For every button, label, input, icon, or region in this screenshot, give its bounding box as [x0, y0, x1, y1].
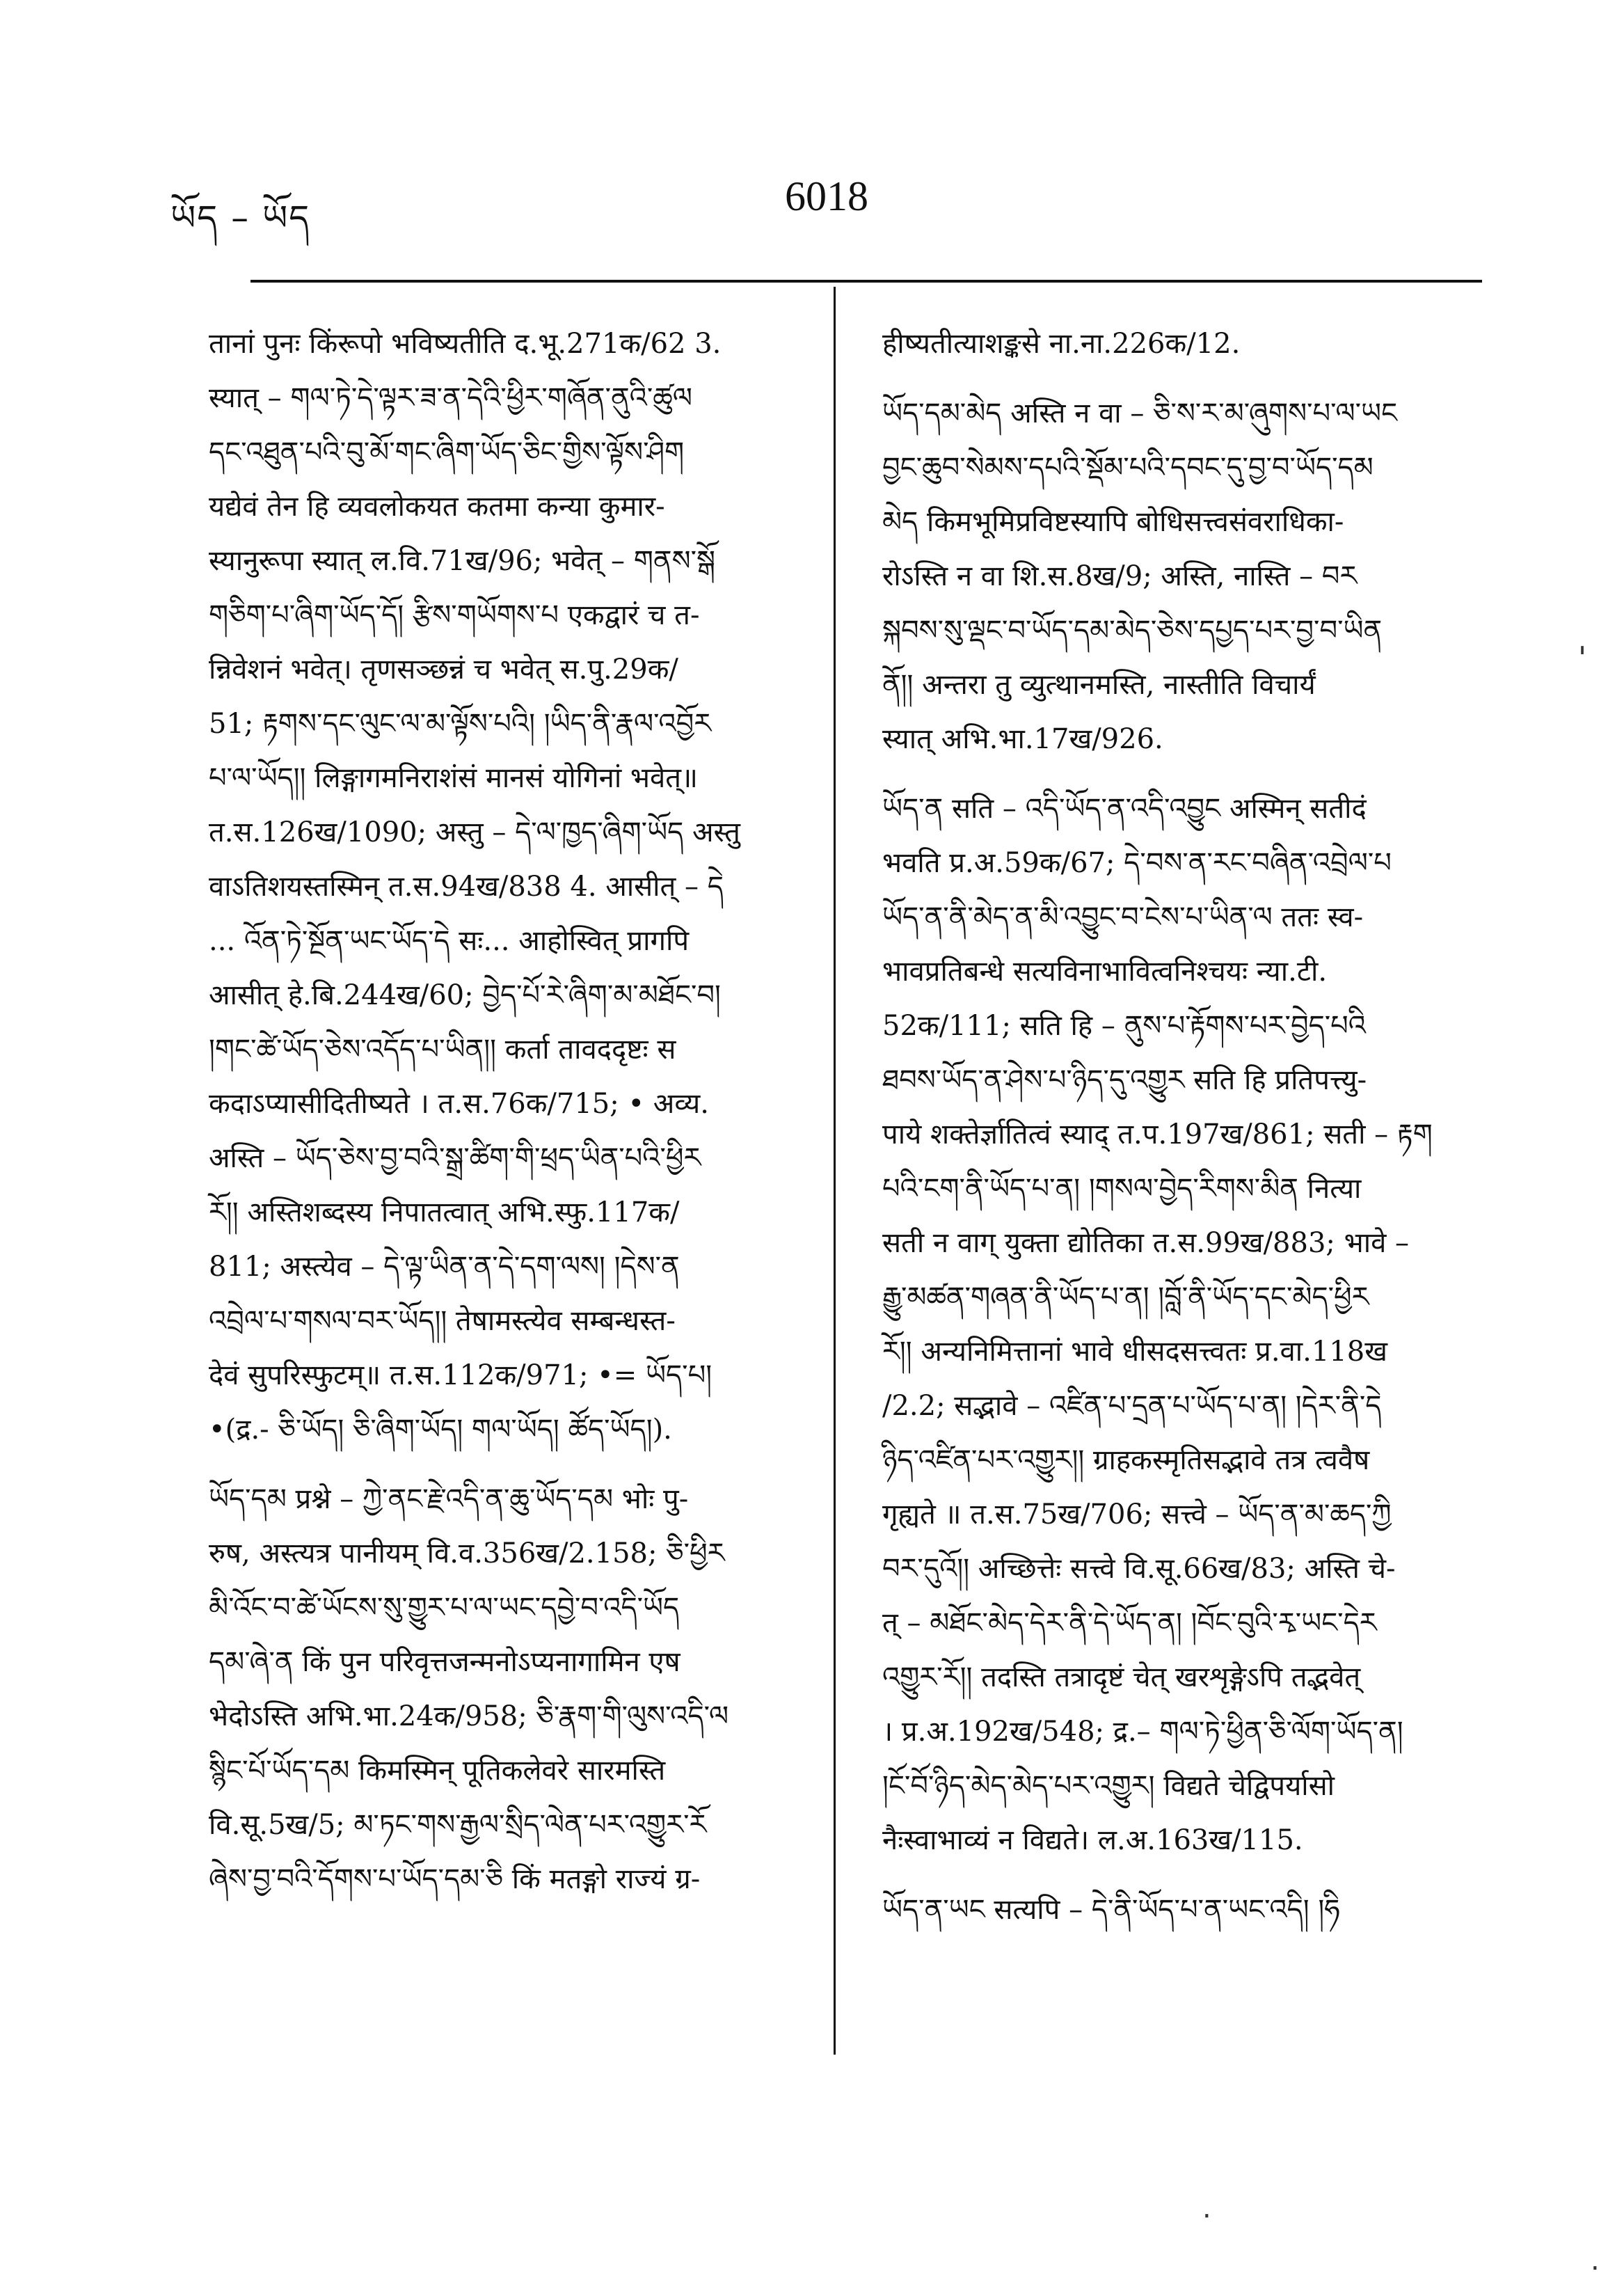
text-line: पाये शक्तेर्ज्ञातित्वं स्याद् त.प.197ख/861; सती – རྟག [882, 1118, 1433, 1151]
dictionary-entry [882, 1883, 1495, 1937]
text-line: སྙིང་པོ་ཡོད་དམ किमस्मिन् पूतिकलेवरे सारमस्ति [209, 1755, 666, 1787]
text-line: रोऽस्ति न वा शि.स.8ख/9; अस्ति, नास्ति – བར [882, 560, 1358, 592]
text-line: ... འོན་ཏེ་སྔོན་ཡང་ཡོད་དེ सः... आहोस्वित् प्रागपि [209, 925, 690, 957]
text-line: ཡོད་དམ་མེད अस्ति न वा – ཅི་ས་ར་མ་ཞུགས་པ་ལ་ཡང [882, 397, 1398, 429]
text-line: ཞེས་བྱ་བའི་དོགས་པ་ཡོད་དམ་ཅི किं मतङ्गो राज्यं ग्र- [209, 1863, 701, 1895]
text-line: 52क/111; सति हि – ནུས་པ་རྟོགས་པར་བྱེད་པའི [882, 1010, 1366, 1042]
text-line: भेदोऽस्ति अभि.भा.24क/958; ཅི་རྣག་གི་ལུས་འདི་ལ [209, 1700, 729, 1732]
text-line: आसीत् हे.बि.244ख/60; བྱེད་པོ་རེ་ཞིག་མ་མཐོང་བ། [209, 979, 721, 1011]
entry-continuation [209, 317, 821, 1457]
text-line: དམ་ཞེ་ན किं पुन परिवृत्तजन्मनोऽप्यनागामिन एष [209, 1646, 680, 1678]
text-line: རྒྱུ་མཚན་གཞན་ནི་ཡོད་པ་ན། །བློ་ནི་ཡོད་དང་མེད་ཕྱིར [882, 1281, 1369, 1313]
text-line: པའི་ངག་ནི་ཡོད་པ་ན། །གསལ་བྱེད་རིགས་མིན नित्या [882, 1173, 1362, 1205]
text-line: नैःस्वाभाव्यं न विद्यते। ल.अ.163ख/115. [882, 1824, 1303, 1856]
text-line: འགྱུར་རོ།། तदस्ति तत्रादृष्टं चेत् खरशृङ्गेऽपि तद्भवेत् [882, 1661, 1361, 1693]
text-line: སྐབས་སུ་ལྡང་བ་ཡོད་དམ་མེད་ཅེས་དཔྱད་པར་བྱ་བ་ཡིན [882, 615, 1383, 647]
text-line: གཅིག་པ་ཞིག་ཡོད་དོ། རྩིས་གཡོགས་པ एकद्वारं च त- [209, 599, 700, 631]
text-line: འབྲེལ་པ་གསལ་བར་ཡོད།། तेषामस्त्येव सम्बन्धस्त- [209, 1305, 676, 1337]
text-line: न्निवेशनं भवेत्। तृणसञ्छन्नं च भवेत् स.पु.29क/ [209, 654, 678, 686]
text-line: त् – མཐོང་མེད་དེར་ནི་དེ་ཡོད་ན། །བོང་བུའི་རྭ་ཡང་དེར [882, 1607, 1377, 1639]
text-line: །ངོ་བོ་ཉིད་མེད་མེད་པར་འགྱུར། विद्यते चेद्विपर्यासो [882, 1770, 1335, 1802]
text-line: མི་འོང་བ་ཚེ་ཡོངས་སུ་གྱུར་པ་ལ་ཡང་དབྱེ་བ་འདི་ཡོད [209, 1592, 680, 1624]
text-line: རོ།། अन्यनिमित्तानां भावे धीसदसत्त्वतः प्र.वा.118ख [882, 1336, 1387, 1368]
text-line: རོ།། अस्तिशब्दस्य निपातत्वात् अभि.स्फु.117क/ [209, 1196, 680, 1228]
text-line: स्यात् – གལ་ཏེ་དེ་ལྟར་ཟ་ན་དེའི་ཕྱིར་གཞོན་ནུའི་ཚུལ [209, 382, 692, 414]
text-line: ནོ།། अन्तरा तु व्युत्थानमस्ति, नास्तीति विचार्यं [882, 669, 1316, 701]
entry-continuation [882, 317, 1495, 371]
text-line: रुष, अस्त्यत्र पानीयम् वि.व.356ख/2.158; ཅི་ཕྱིར [209, 1537, 725, 1570]
dictionary-entry [882, 782, 1495, 1867]
text-line: स्यात् अभि.भा.17ख/926. [882, 723, 1163, 755]
text-line: सती न वाग् युक्ता द्योतिका त.स.99ख/883; भावे – [882, 1227, 1410, 1259]
text-line: ཡོད་ན सति – འདི་ཡོད་ན་འདི་འབྱུང अस्मिन् सतीदं [882, 793, 1367, 825]
text-line: 51; རྟགས་དང་ལུང་ལ་མ་ལྟོས་པའི། །ཡིད་ནི་རྣལ་འབྱོར [209, 708, 712, 740]
text-line: देवं सुपरिस्फुटम्॥ त.स.112क/971; •= ཡོད་པ། [209, 1359, 713, 1391]
text-line: ཡོད་ན་ནི་མེད་ན་མི་འབྱུང་བ་ངེས་པ་ཡིན་ལ ततः स्व- [882, 901, 1364, 933]
column-divider [834, 287, 836, 2055]
text-line: भावप्रतिबन्धे सत्यविनाभावित्वनिश्चयः न्या.टी. [882, 956, 1328, 988]
text-line: ཐབས་ཡོད་ན་ཤེས་པ་ཉིད་དུ་འགྱུར सति हि प्रतिपत्त्यु- [882, 1064, 1367, 1096]
text-line: •(द्र.- ཅི་ཡོད། ཅི་ཞིག་ཡོད། གལ་ཡོད། ཚོད་ཡོད།). [209, 1414, 672, 1446]
dictionary-entry [209, 1472, 821, 1906]
right-column [882, 317, 1495, 1952]
text-line: भवति प्र.अ.59क/67; དེ་བས་ན་རང་བཞིན་འབྲེལ་པ [882, 847, 1392, 879]
text-line: यद्येवं तेन हि व्यवलोकयत कतमा कन्या कुमार- [209, 491, 665, 523]
page-number: 6018 [785, 173, 868, 219]
text-line: མེད किमभूमिप्रविष्टस्यापि बोधिसत्त्वसंवराधिका- [882, 506, 1344, 538]
text-line: तानां पुनः किंरूपो भविष्यतीति द.भू.271क/62 3. [209, 328, 722, 360]
text-line: गृह्यते ॥ त.स.75ख/706; सत्त्वे – ཡོད་ན་མ་ཆད་ཀྱི [882, 1499, 1392, 1531]
text-line: कदाऽप्यासीदितीष्यते । त.स.76क/715; • अव्य. [209, 1088, 709, 1120]
text-line: । प्र.अ.192ख/548; द्र.– གལ་ཏེ་ཕྱིན་ཅི་ལོག་ཡོད་ན། [882, 1716, 1403, 1748]
text-line: हीष्यतीत्याशङ्कसे ना.ना.226क/12. [882, 328, 1241, 360]
scan-mark: ' [1578, 640, 1587, 676]
text-line: /2.2; सद्भावे – འཛིན་པ་དྲན་པ་ཡོད་པ་ན། །དེར་ནི་དེ [882, 1390, 1382, 1422]
text-line: 811; अस्त्येव – དེ་ལྟ་ཡིན་ན་དེ་དག་ལས། །དེས་ན [209, 1251, 680, 1283]
text-line: ཉིད་འཛིན་པར་འགྱུར།། ग्राहकस्मृतिसद्भावे तत्र त्ववैष [882, 1444, 1370, 1476]
text-line: अस्ति – ཡོད་ཅེས་བྱ་བའི་སྒྲ་ཚིག་གི་ཕྲད་ཡིན་པའི་ཕྱིར [209, 1142, 701, 1174]
text-line: त.स.126ख/1090; अस्तु – དེ་ལ་ཁྱད་ཞིག་ཡོད अस्तु [209, 816, 740, 848]
text-line: वाऽतिशयस्तस्मिन् त.स.94ख/838 4. आसीत् – དེ [209, 871, 724, 903]
text-line: वि.सू.5ख/5; མ་ཏང་གས་རྒྱལ་སྲིད་ལེན་པར་འགྱུར་རོ [209, 1809, 707, 1841]
text-line: ཡོད་དམ प्रश्ने – ཀྱེ་ནང་རྗེ་འདི་ན་ཆུ་ཡོད་དམ भोः पु- [209, 1483, 689, 1515]
text-line: དང་འཐུན་པའི་བུ་མོ་གང་ཞིག་ཡོད་ཅིང་གྱིས་ལྟོས་ཤིག [209, 436, 685, 468]
text-line: བར་དུའོ།། अच्छित्तेः सत्त्वे वि.सू.66ख/83; अस्ति चे- [882, 1553, 1396, 1585]
text-line: ཡོད་ན་ཡང सत्यपि – དེ་ནི་ཡོད་པ་ན་ཡང་འདི། །ཧི [882, 1894, 1340, 1926]
header-rule [250, 280, 1482, 283]
text-line: །གང་ཚེ་ཡོད་ཅེས་འདོད་པ་ཡིན།། कर्ता तावददृष्टः स [209, 1034, 676, 1066]
left-column [209, 317, 821, 1922]
scan-mark: . [1202, 2192, 1211, 2224]
text-line: པ་ལ་ཡོད།། लिङ्गागमनिराशंसं मानसं योगिनां भवेत्॥ [209, 762, 699, 794]
text-line: བྱང་ཆུབ་སེམས་དཔའི་སྡོམ་པའི་དབང་དུ་བྱ་བ་ཡོད་དམ [882, 452, 1374, 484]
scan-mark: . [1591, 2245, 1600, 2277]
text-line: स्यानुरूपा स्यात् ल.वि.71ख/96; भवेत् – གནས་སྒོ [209, 545, 715, 577]
running-head: ཡོད – ཡོད [170, 198, 311, 238]
dictionary-entry [882, 386, 1495, 766]
